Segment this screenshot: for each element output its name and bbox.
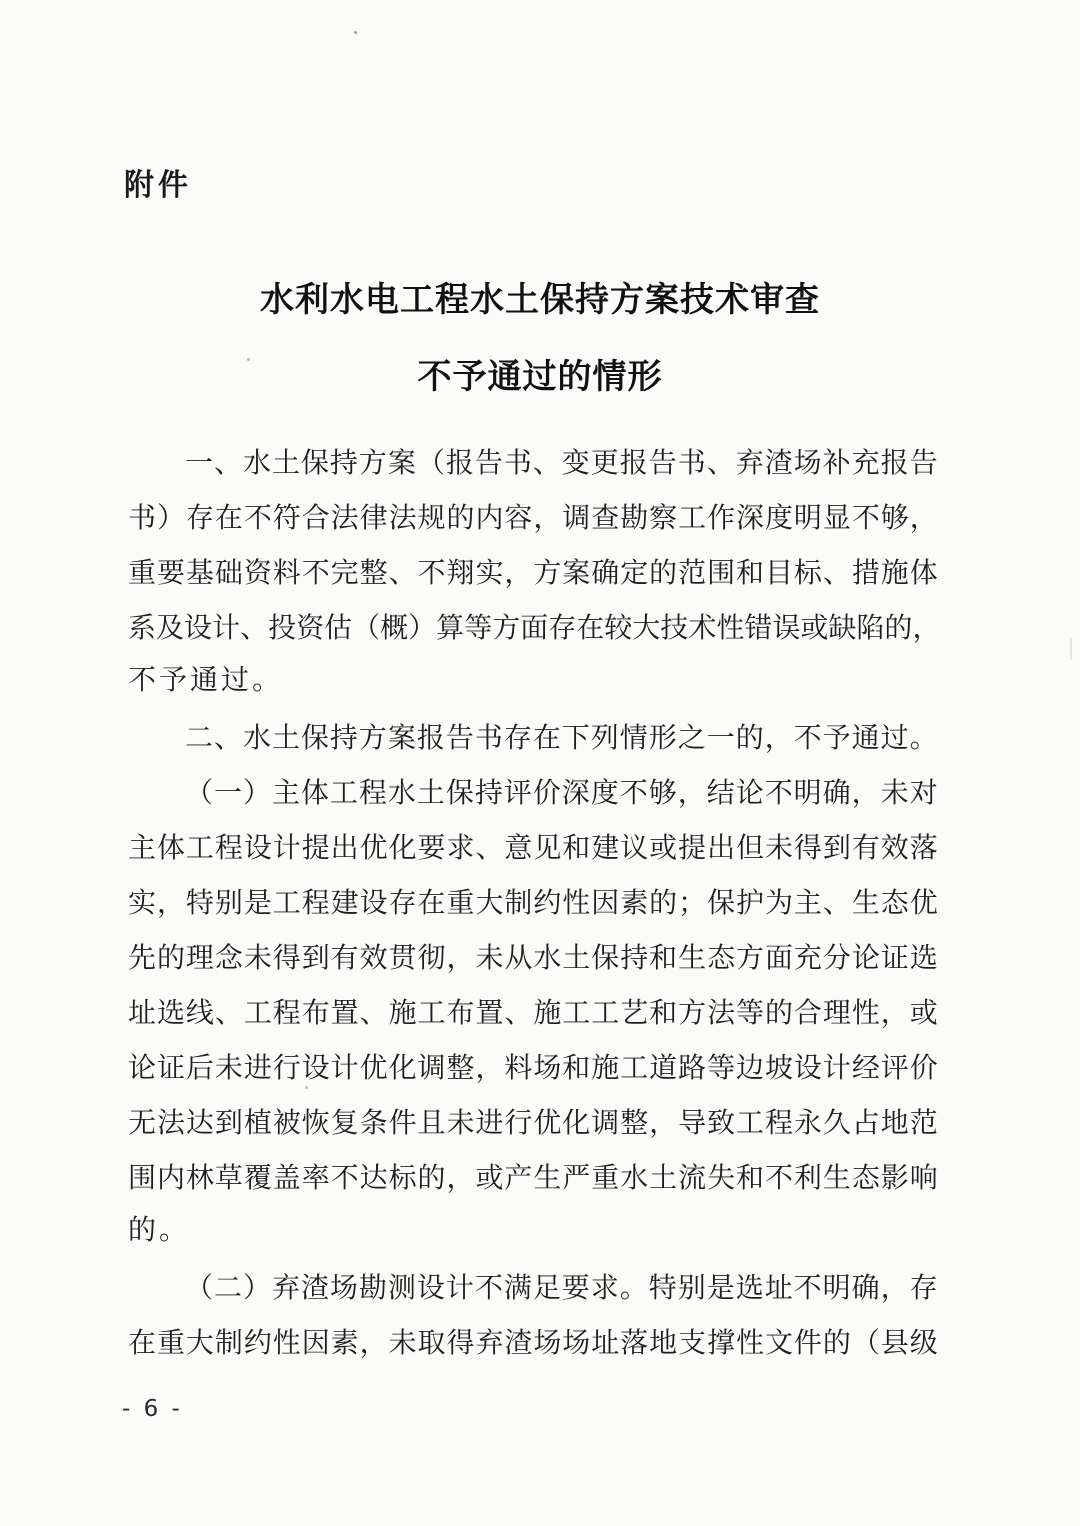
document-title-line2: 不予通过的情形: [417, 359, 663, 396]
body-line: 不予通过。: [128, 665, 284, 696]
body-line: 论 证 后 未 进 行 设 计 优 化 调 整 ， 料 场 和 施 工 道 路 等 边 坡 设 计 经 评 价: [128, 1052, 938, 1084]
document-title-line1: 水利水电工程水土保持方案技术审查: [260, 282, 820, 319]
body-line: 主 体 工 程 设 计 提 出 优 化 要 求 、 意 见 和 建 议 或 提 出 但 未 得 到 有 效 落: [128, 832, 938, 864]
scan-speck: [305, 1086, 308, 1089]
body-line: 在 重 大 制 约 性 因 素 ， 未 取 得 弃 渣 场 场 址 落 地 支 撑 性 文 件 的 （ 县 级: [128, 1327, 938, 1359]
body-line: 围 内 林 草 覆 盖 率 不 达 标 的 ， 或 产 生 严 重 水 土 流 失 和 不 利 生 态 影 响: [128, 1162, 938, 1194]
attachment-label: 附件: [124, 169, 192, 202]
scan-speck: [1070, 638, 1072, 660]
body-line: 二 、 水 土 保 持 方 案 报 告 书 存 在 下 列 情 形 之 一 的 ， 不 予 通 过 。: [185, 722, 938, 754]
body-line: 系 及 设 计 、 投 资 估 （ 概 ） 算 等 方 面 存 在 较 大 技 术 性 错 误 或 缺 陷 的 ，: [128, 612, 941, 644]
body-line: 先 的 理 念 未 得 到 有 效 贯 彻 ， 未 从 水 土 保 持 和 生 态 方 面 充 分 论 证 选: [128, 942, 938, 974]
page-number: - 6 -: [122, 1396, 183, 1422]
body-line: （ 二 ） 弃 渣 场 勘 测 设 计 不 满 足 要 求 。 特 别 是 选 址 不 明 确 ， 存: [185, 1272, 938, 1304]
document-title: [0, 262, 1080, 416]
body-line: 重 要 基 础 资 料 不 完 整 、 不 翔 实 ， 方 案 确 定 的 范 围 和 目 标 、 措 施 体: [128, 557, 938, 589]
scan-speck: [247, 358, 250, 361]
body-line: 实 ， 特 别 是 工 程 建 设 存 在 重 大 制 约 性 因 素 的 ； 保 护 为 主 、 生 态 优: [128, 887, 938, 919]
body-line: 书 ） 存 在 不 符 合 法 律 法 规 的 内 容 ， 调 查 勘 察 工 作 深 度 明 显 不 够 ，: [128, 502, 938, 534]
scan-speck: [354, 31, 357, 34]
document-body: [128, 433, 941, 1368]
body-line: 的。: [128, 1215, 191, 1246]
body-line: （ 一 ） 主 体 工 程 水 土 保 持 评 价 深 度 不 够 ， 结 论 不 明 确 ， 未 对: [185, 777, 938, 809]
body-line: 无 法 达 到 植 被 恢 复 条 件 且 未 进 行 优 化 调 整 ， 导 致 工 程 永 久 占 地 范: [128, 1107, 938, 1139]
body-line: 一 、 水 土 保 持 方 案 （ 报 告 书 、 变 更 报 告 书 、 弃 渣 场 补 充 报 告: [185, 447, 938, 479]
body-line: 址 选 线 、 工 程 布 置 、 施 工 布 置 、 施 工 工 艺 和 方 法 等 的 合 理 性 ， 或: [128, 997, 938, 1029]
